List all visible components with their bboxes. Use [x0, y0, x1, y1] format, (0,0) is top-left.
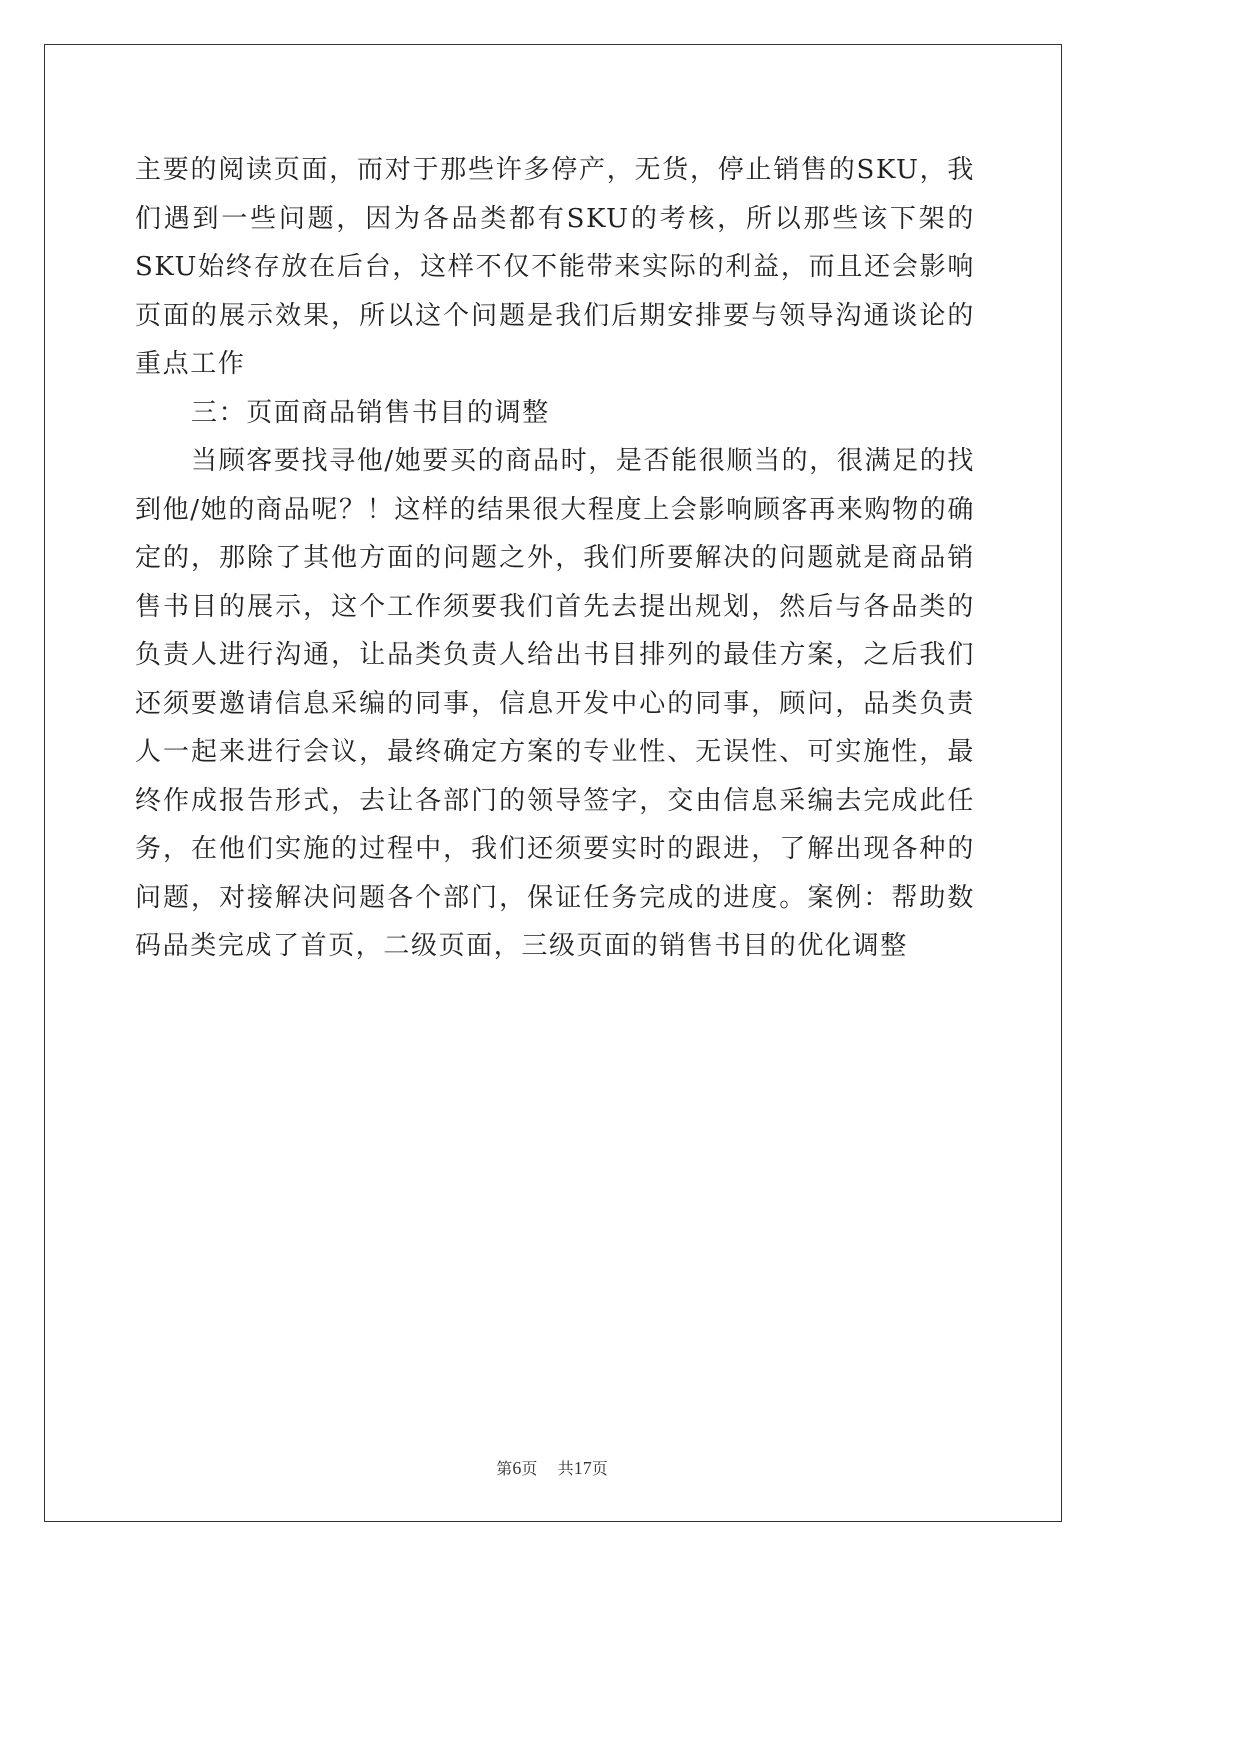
footer-current-page: 6: [512, 1458, 522, 1478]
footer-total-suffix: 页: [591, 1459, 608, 1478]
paragraph-catalog-adjustment: 当顾客要找寻他/她要买的商品时，是否能很顺当的，很满足的找到他/她的商品呢？！这样的结果很大程度上会影响顾客再来购物的确定的，那除了其他方面的问题之外，我们所要解决的问题就是商品销售书目的展示，这个工作须要我们首先去提出规划，然后与各品类的负责人进行沟通，让品类负责人给出书目排列的最佳方案，之后我们还须要邀请信息采编的同事，信息开发中心的同事，顾问，品类负责人一起来进行会议，最终确定方案的专业性、无误性、可实施性，最终作成报告形式，去让各部门的领导签字，交由信息采编去完成此任务，在他们实施的过程中，我们还须要实时的跟进，了解出现各种的问题，对接解决问题各个部门，保证任务完成的进度。案例：帮助数码品类完成了首页，二级页面，三级页面的销售书目的优化调整: [135, 446, 975, 961]
paragraph-sku-issue: 主要的阅读页面，而对于那些许多停产，无货，停止销售的SKU，我们遇到一些问题，因为各品类都有SKU的考核，所以那些该下架的SKU始终存放在后台，这样不仅不能带来实际的利益，而且还会影响页面的展示效果，所以这个问题是我们后期安排要与领导沟通谈论的重点工作: [135, 155, 975, 379]
footer-total-prefix: 共: [557, 1459, 574, 1478]
page-footer: [0, 1456, 1104, 1479]
footer-page-word: 页: [521, 1459, 538, 1478]
footer-prefix: 第: [496, 1459, 513, 1478]
section-heading-3: 三：页面商品销售书目的调整: [191, 397, 550, 428]
document-body: [135, 146, 975, 971]
footer-total-pages: 17: [573, 1458, 592, 1478]
